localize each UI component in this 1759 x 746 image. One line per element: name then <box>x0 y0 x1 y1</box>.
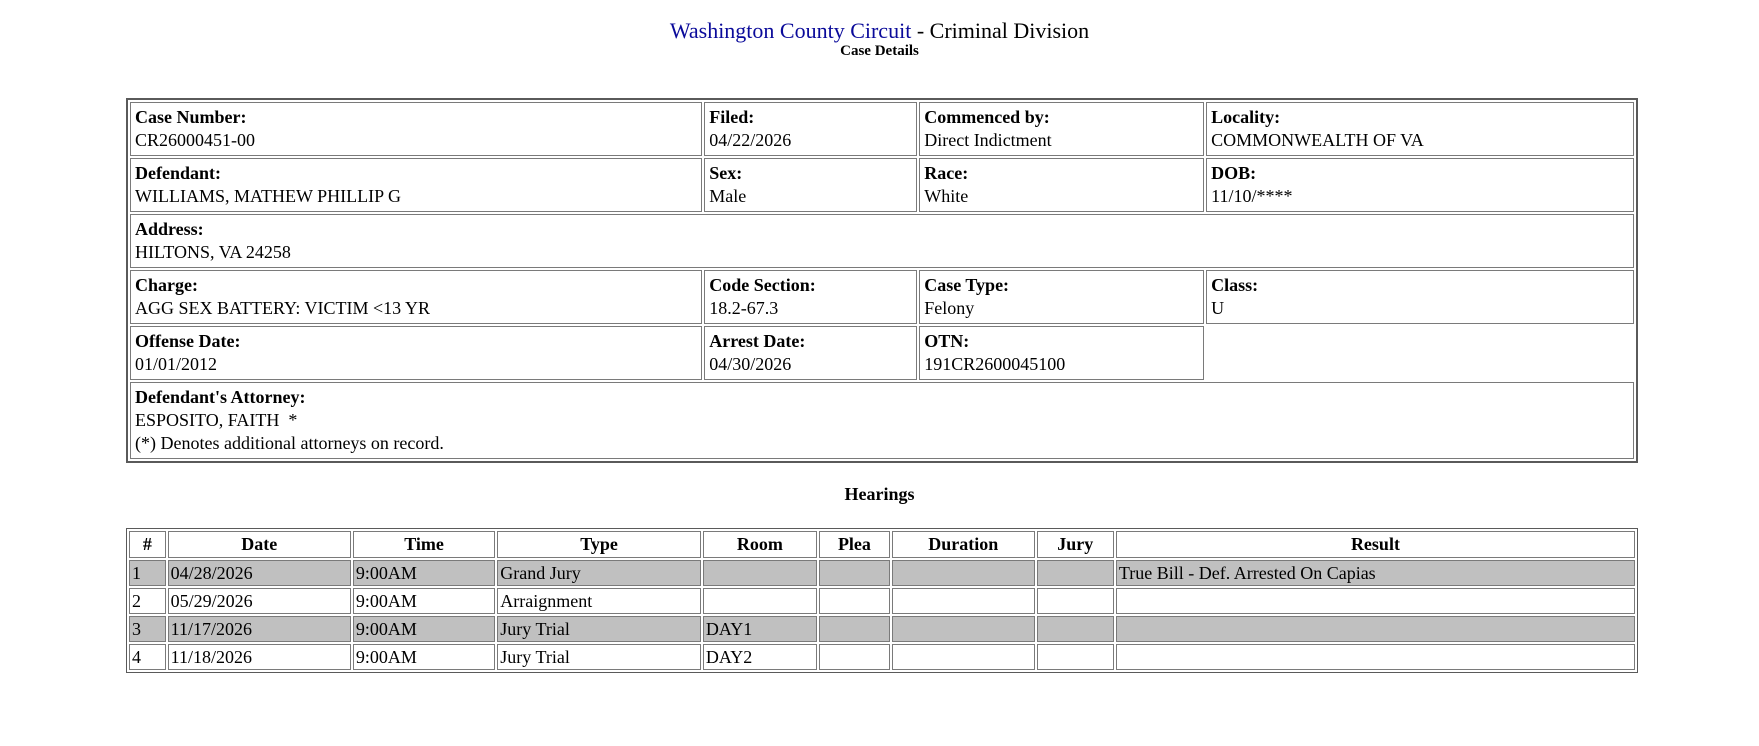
hearing-jury <box>1037 560 1114 586</box>
filed-label: Filed: <box>709 107 755 127</box>
case-number-value: CR26000451-00 <box>135 130 256 150</box>
code-section-value: 18.2-67.3 <box>709 298 779 318</box>
hearing-time: 9:00AM <box>353 560 495 586</box>
hearings-header-row <box>129 531 1635 558</box>
hearing-date: 11/18/2026 <box>168 644 351 670</box>
hearing-type: Grand Jury <box>497 560 701 586</box>
hearing-duration <box>892 616 1034 642</box>
details-row <box>130 270 1634 324</box>
column-header-number: # <box>129 531 166 558</box>
otn-label: OTN: <box>924 331 970 351</box>
sex-label: Sex: <box>709 163 743 183</box>
commenced-by-cell <box>919 102 1204 156</box>
column-header-type: Type <box>497 531 701 558</box>
hearing-jury <box>1037 588 1114 614</box>
details-row <box>130 382 1634 459</box>
race-value: White <box>924 186 969 206</box>
column-header-result: Result <box>1116 531 1635 558</box>
case-number-label: Case Number: <box>135 107 247 127</box>
case-type-value: Felony <box>924 298 975 318</box>
attorney-label: Defendant's Attorney: <box>135 387 306 407</box>
locality-label: Locality: <box>1211 107 1281 127</box>
attorney-note: (*) Denotes additional attorneys on record. <box>135 433 444 453</box>
division-name: - Criminal Division <box>911 18 1090 43</box>
hearing-jury <box>1037 644 1114 670</box>
hearing-plea <box>819 588 890 614</box>
address-label: Address: <box>135 219 204 239</box>
charge-cell <box>130 270 702 324</box>
hearing-duration <box>892 560 1034 586</box>
offense-date-value: 01/01/2012 <box>135 354 218 374</box>
hearing-number: 1 <box>129 560 166 586</box>
dob-cell <box>1206 158 1634 212</box>
column-header-duration: Duration <box>892 531 1034 558</box>
arrest-date-value: 04/30/2026 <box>709 354 792 374</box>
hearing-duration <box>892 588 1034 614</box>
hearing-result <box>1116 644 1635 670</box>
hearing-result: True Bill - Def. Arrested On Capias <box>1116 560 1635 586</box>
locality-cell <box>1206 102 1634 156</box>
hearing-plea <box>819 644 890 670</box>
column-header-room: Room <box>703 531 817 558</box>
hearing-type: Arraignment <box>497 588 701 614</box>
column-header-time: Time <box>353 531 495 558</box>
hearing-type: Jury Trial <box>497 644 701 670</box>
dob-label: DOB: <box>1211 163 1257 183</box>
address-value: HILTONS, VA 24258 <box>135 242 291 262</box>
hearing-plea <box>819 560 890 586</box>
hearing-date: 04/28/2026 <box>168 560 351 586</box>
charge-value: AGG SEX BATTERY: VICTIM <13 YR <box>135 298 431 318</box>
page-subtitle: Case Details <box>840 43 919 60</box>
hearing-result <box>1116 616 1635 642</box>
hearing-result <box>1116 588 1635 614</box>
column-header-jury: Jury <box>1037 531 1114 558</box>
address-cell <box>130 214 1634 268</box>
hearing-time: 9:00AM <box>353 616 495 642</box>
class-cell <box>1206 270 1634 324</box>
filed-cell <box>704 102 917 156</box>
hearing-row <box>129 616 1635 642</box>
hearing-row <box>129 560 1635 586</box>
sex-value: Male <box>709 186 747 206</box>
details-row <box>130 158 1634 212</box>
offense-date-cell <box>130 326 702 380</box>
page-header <box>0 0 1759 61</box>
otn-value: 191CR2600045100 <box>924 354 1066 374</box>
hearing-duration <box>892 644 1034 670</box>
attorney-cell <box>130 382 1634 459</box>
code-section-cell <box>704 270 917 324</box>
dob-value: 11/10/**** <box>1211 186 1293 206</box>
race-label: Race: <box>924 163 969 183</box>
hearing-time: 9:00AM <box>353 644 495 670</box>
commenced-by-label: Commenced by: <box>924 107 1050 127</box>
defendant-value: WILLIAMS, MATHEW PHILLIP G <box>135 186 401 206</box>
details-row <box>130 102 1634 156</box>
hearing-room: DAY2 <box>703 644 817 670</box>
hearing-plea <box>819 616 890 642</box>
code-section-label: Code Section: <box>709 275 816 295</box>
sex-cell <box>704 158 917 212</box>
offense-date-label: Offense Date: <box>135 331 241 351</box>
defendant-label: Defendant: <box>135 163 221 183</box>
hearing-room: DAY1 <box>703 616 817 642</box>
court-title <box>0 18 1759 43</box>
case-number-cell <box>130 102 702 156</box>
class-value: U <box>1211 298 1225 318</box>
hearing-number: 3 <box>129 616 166 642</box>
hearing-row <box>129 644 1635 670</box>
class-label: Class: <box>1211 275 1259 295</box>
empty-cell <box>1206 326 1634 380</box>
hearing-type: Jury Trial <box>497 616 701 642</box>
hearing-jury <box>1037 616 1114 642</box>
hearings-table <box>126 528 1638 673</box>
hearing-time: 9:00AM <box>353 588 495 614</box>
charge-label: Charge: <box>135 275 198 295</box>
case-type-label: Case Type: <box>924 275 1010 295</box>
hearing-room <box>703 560 817 586</box>
case-type-cell <box>919 270 1204 324</box>
arrest-date-cell <box>704 326 917 380</box>
hearing-row <box>129 588 1635 614</box>
attorney-value: ESPOSITO, FAITH * <box>135 410 298 430</box>
case-details-table <box>126 98 1638 463</box>
filed-value: 04/22/2026 <box>709 130 792 150</box>
defendant-cell <box>130 158 702 212</box>
hearing-room <box>703 588 817 614</box>
column-header-plea: Plea <box>819 531 890 558</box>
hearing-number: 2 <box>129 588 166 614</box>
otn-cell <box>919 326 1204 380</box>
locality-value: COMMONWEALTH OF VA <box>1211 130 1424 150</box>
hearings-heading: Hearings <box>844 484 915 504</box>
column-header-date: Date <box>168 531 351 558</box>
race-cell <box>919 158 1204 212</box>
arrest-date-label: Arrest Date: <box>709 331 806 351</box>
hearing-number: 4 <box>129 644 166 670</box>
commenced-by-value: Direct Indictment <box>924 130 1052 150</box>
hearing-date: 11/17/2026 <box>168 616 351 642</box>
details-row <box>130 214 1634 268</box>
hearing-date: 05/29/2026 <box>168 588 351 614</box>
details-row <box>130 326 1634 380</box>
court-name: Washington County Circuit <box>669 18 912 43</box>
